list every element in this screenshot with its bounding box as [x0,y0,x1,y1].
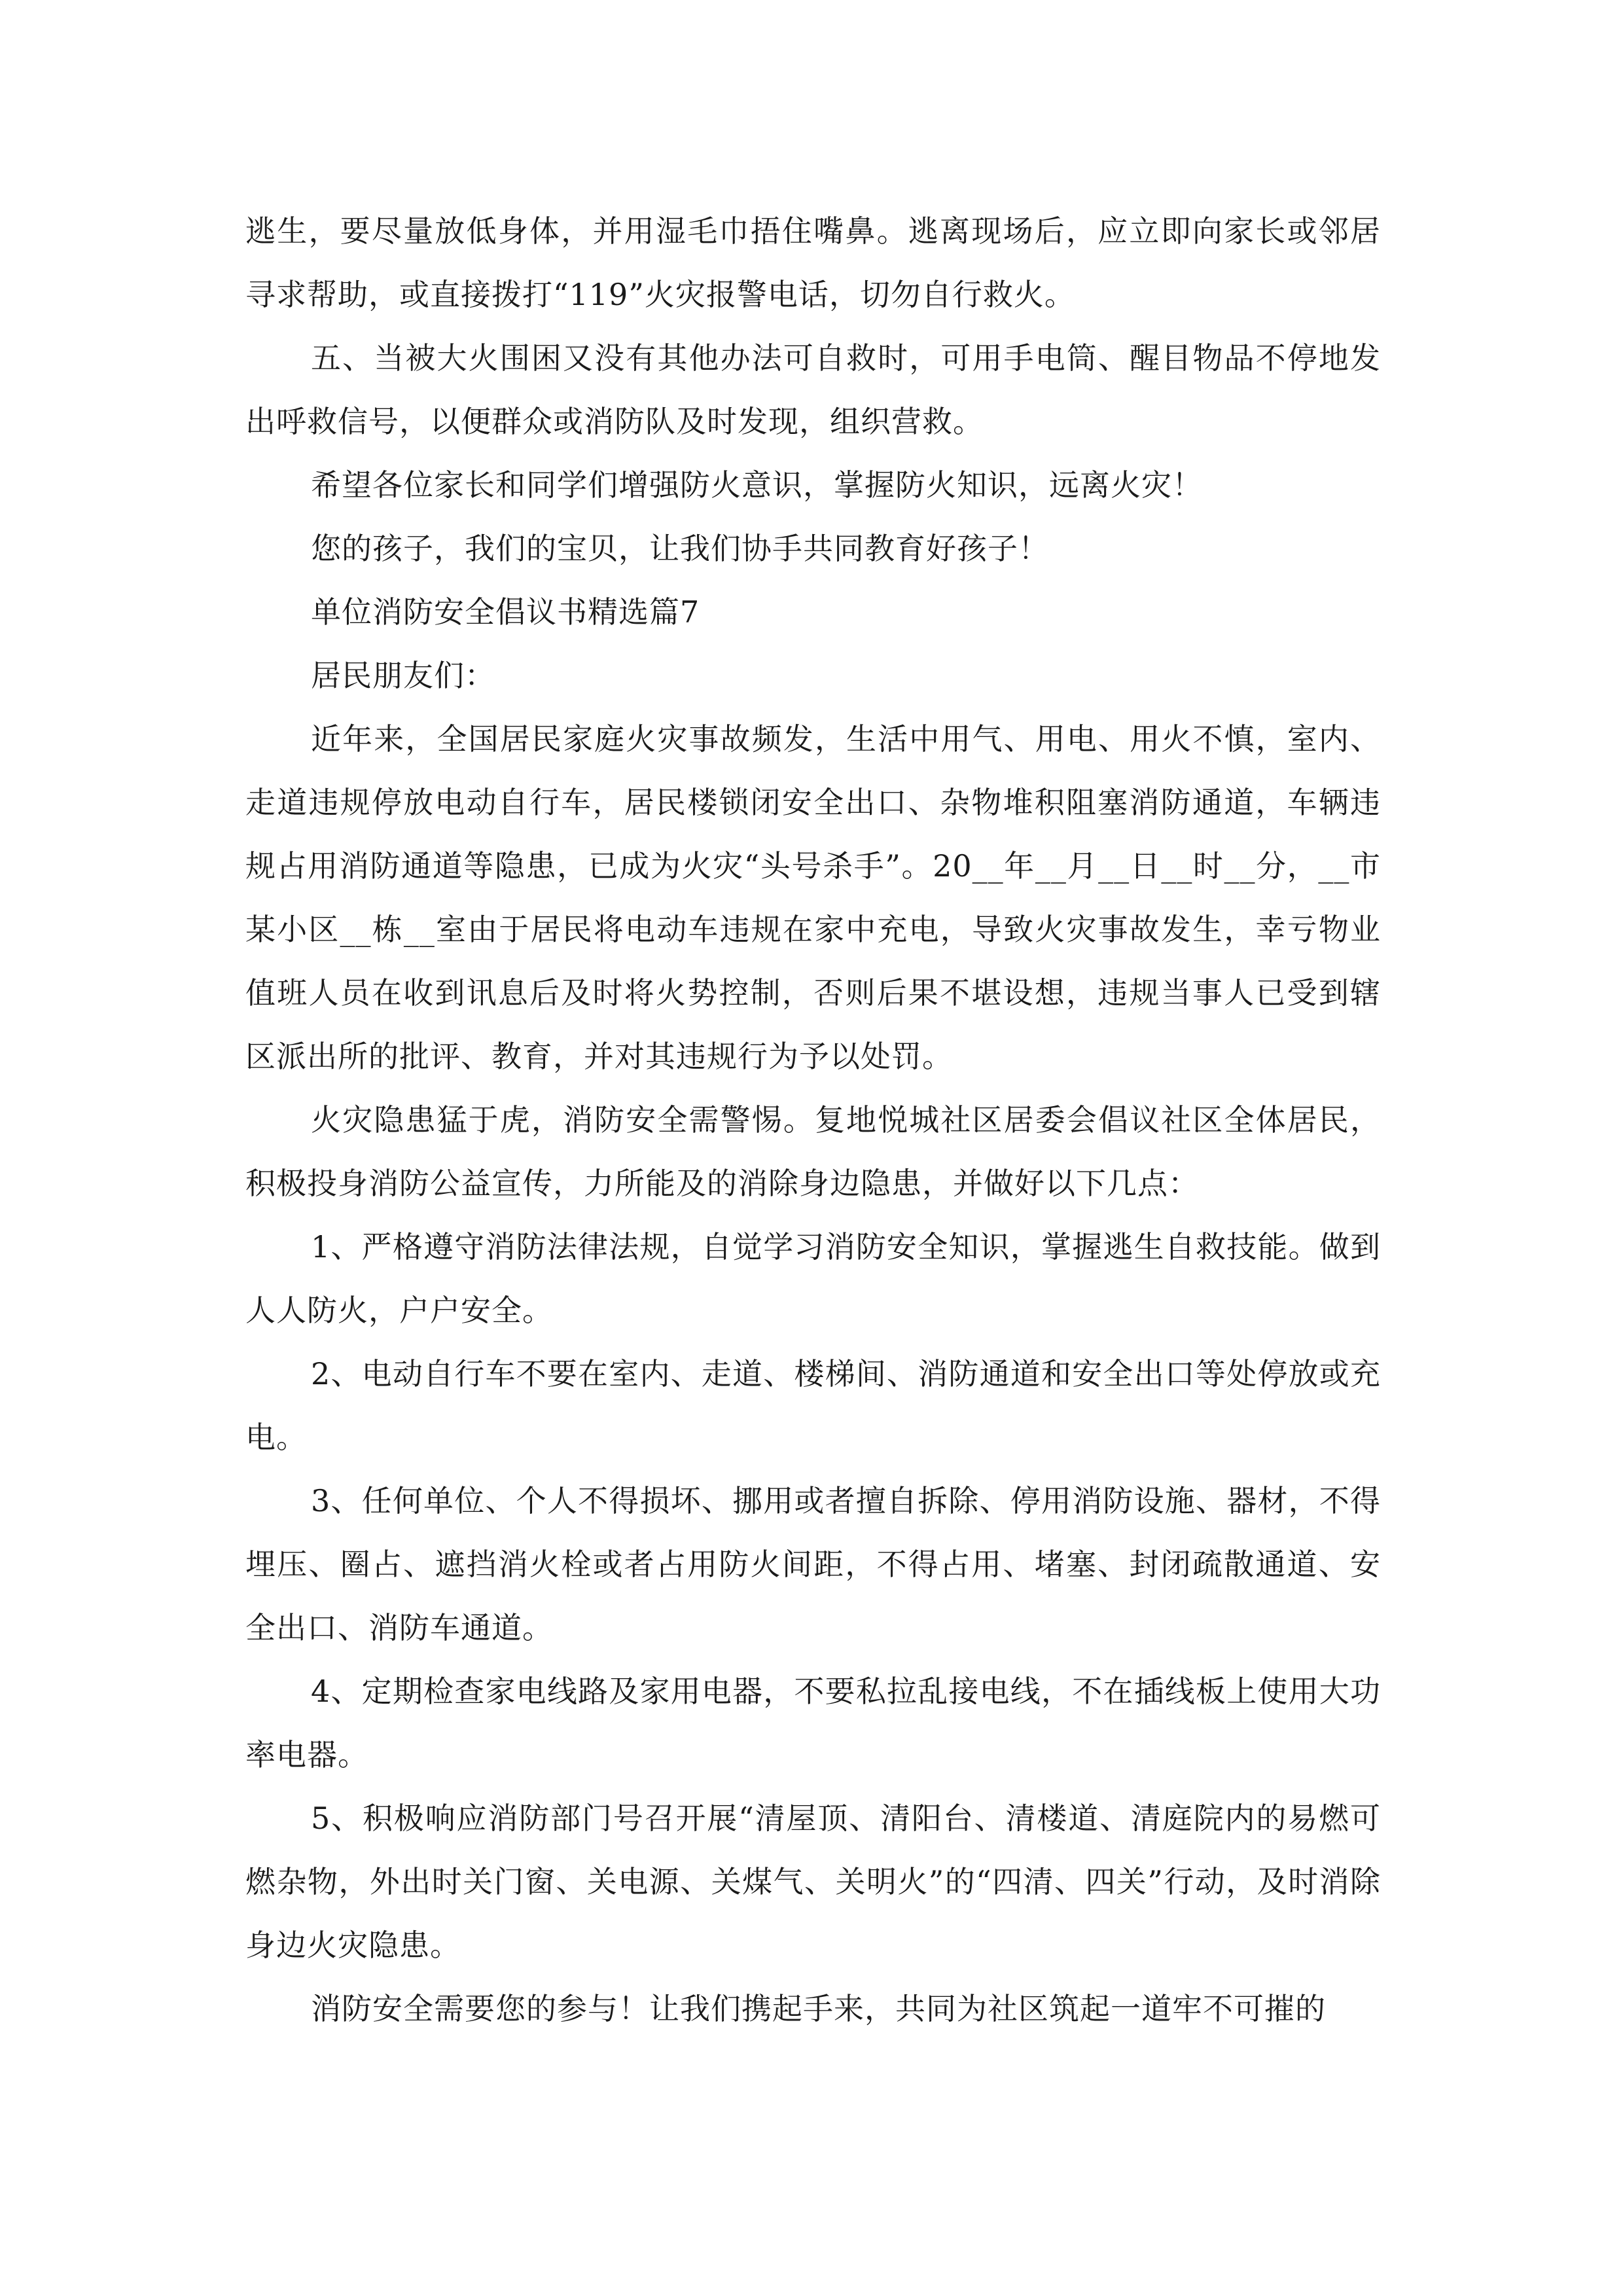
paragraph-point-2: 2、电动自行车不要在室内、走道、楼梯间、消防通道和安全出口等处停放或充电。 [245,1356,1381,1455]
paragraph-point-3: 3、任何单位、个人不得损坏、挪用或者擅自拆除、停用消防设施、器材，不得埋压、圈占、遮挡消火栓或者占用防火间距，不得占用、堵塞、封闭疏散通道、安全出口、消防车通道。 [245,1483,1381,1645]
paragraph-continuation: 逃生，要尽量放低身体，并用湿毛巾捂住嘴鼻。逃离现场后，应立即向家长或邻居寻求帮助，或直接拨打“119”火灾报警电话，切勿自行救火。 [245,213,1381,312]
paragraph-item-5: 五、当被大火围困又没有其他办法可自救时，可用手电筒、醒目物品不停地发出呼救信号，以便群众或消防队及时发现，组织营救。 [245,340,1381,439]
section-heading: 单位消防安全倡议书精选篇7 [311,594,700,630]
paragraph-intro: 近年来，全国居民家庭火灾事故频发，生活中用气、用电、用火不慎，室内、走道违规停放电动自行车，居民楼锁闭安全出口、杂物堆积阻塞消防通道，车辆违规占用消防通道等隐患，已成为火灾“头号杀手”。20__年__月__日__时__分，__市某小区__栋__室由于居民将电动车违规在家中充电，导致火灾事故发生，幸亏物业值班人员在收到讯息后及时将火势控制，否则后果不堪设想，违规当事人已受到辖区派出所的批评、教育，并对其违规行为予以处罚。 [245,721,1381,1074]
paragraph-closing: 消防安全需要您的参与！让我们携起手来，共同为社区筑起一道牢不可摧的 [311,1991,1326,2026]
paragraph-point-4: 4、定期检查家电线路及家用电器，不要私拉乱接电线，不在插线板上使用大功率电器。 [245,1674,1381,1772]
paragraph-point-5: 5、积极响应消防部门号召开展“清屋顶、清阳台、清楼道、清庭院内的易燃可燃杂物，外出时关门窗、关电源、关煤气、关明火”的“四清、四关”行动，及时消除身边火灾隐患。 [245,1801,1381,1963]
paragraph-children: 您的孩子，我们的宝贝，让我们协手共同教育好孩子！ [311,531,1049,566]
salutation: 居民朋友们： [311,658,495,693]
document-body [245,200,1381,2041]
paragraph-point-1: 1、严格遵守消防法律法规，自觉学习消防安全知识，掌握逃生自救技能。做到人人防火，户户安全。 [245,1229,1381,1328]
paragraph-hope: 希望各位家长和同学们增强防火意识，掌握防火知识，远离火灾！ [311,467,1203,503]
paragraph-call: 火灾隐患猛于虎，消防安全需警惕。复地悦城社区居委会倡议社区全体居民，积极投身消防公益宣传，力所能及的消除身边隐患，并做好以下几点： [245,1102,1381,1201]
